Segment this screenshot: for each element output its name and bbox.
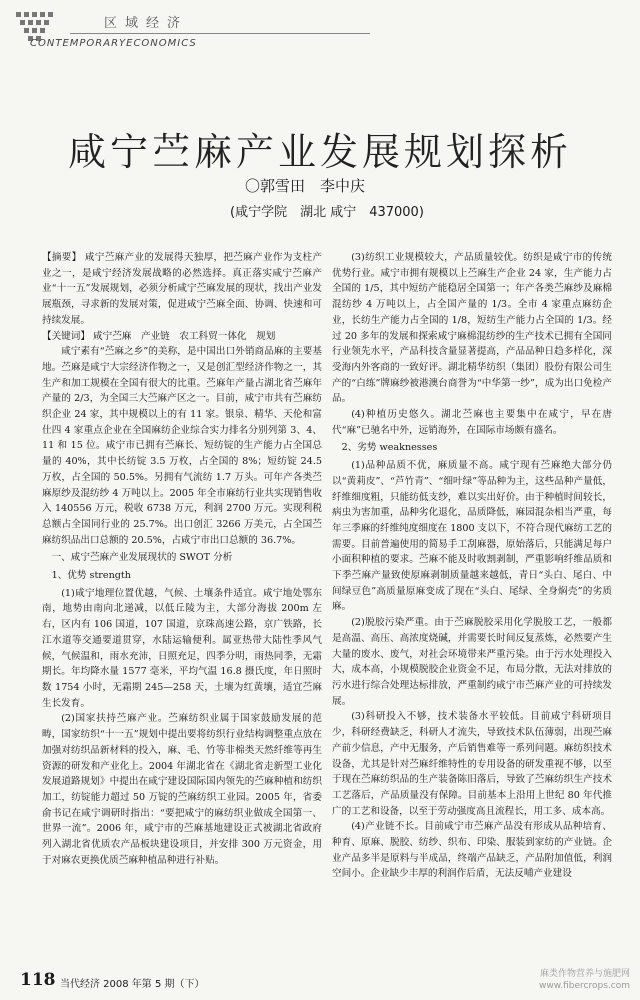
left-column — [42, 250, 322, 970]
watermark-title: 麻类作物营养与施肥网 — [539, 969, 630, 979]
right-column — [332, 250, 612, 970]
page-number: 118 — [20, 970, 56, 990]
paragraph: (3)纺织工业规模较大，产品质量较优。纺织是咸宁市的传统优势行业。咸宁市拥有规模以上苎麻生产企业 24 家，生产能力占全国的 1/5，其中短纺产能稳居全国第一；年产各类苎麻纱及麻棉混纺纱 4 万吨以上，占全国产量的 1/3。全市 4 家重点麻纺企业，长纺生产能力占全国的 1/8，短纺生产能力占全国的 1/3。经过 20 多年的发展和探索咸宁麻棉混纺纱的生产技术已拥有全国同行业领先水平，产品科技含量显著提高，产品品种日趋多样化，深受海内外客商的一致好评。湖北精华纺织（集团）股份有限公司生产的“白练”牌麻纱被港澳台商誉为“中华第一纱”，成为出口免检产品。 — [332, 252, 612, 405]
header-rule — [70, 33, 370, 34]
paragraph: (2)脱胶污染严重。由于苎麻脱胶采用化学脱胶工艺，一般都是高温、高压、高浓度烧碱，并需要长时间反复蒸炼，必然要产生大量的废水、废气，对社会环境带来严重污染。由于污水处理投入大，成本高，小规模脱胶企业资金不足，布局分散，无法对排放的污水进行综合处理达标排放，严重制约咸宁市苎麻产业的可持续发展。 — [332, 617, 612, 707]
abstract: 【摘要】 咸宁苎麻产业的发展得天独厚，把苎麻产业作为支柱产业之一，是咸宁经济发展战略的必然选择。真正落实咸宁苎麻产业“十一五”发展规划，必须分析咸宁苎麻发展的现状，找出产业发展瓶颈，寻求新的发展对策，促进咸宁苎麻全面、协调、快速和可持续发展。 — [42, 252, 322, 326]
keywords: 【关键词】 咸宁苎麻 产业链 农工科贸一体化 规划 — [42, 330, 276, 342]
page-header — [0, 0, 640, 60]
journal-subtitle: CONTEMPORARYECONOMICS — [30, 38, 197, 49]
watermark — [500, 968, 630, 992]
section-heading: 一、咸宁苎麻产业发展现状的 SWOT 分析 — [51, 552, 233, 564]
subsection-heading: 2、劣势 weaknesses — [341, 442, 438, 454]
paragraph: (2)国家扶持苎麻产业。苎麻纺织业属于国家鼓励发展的范畴，国家纺织“十一五”规划中提出要将纺织行业结构调整重点放在加强对纺织品新材料的投入，麻、毛、竹等非棉类天然纤维等再生资源的研发和产业化上。2004 年湖北省在《湖北省走新型工业化发展道路规划》中提出在咸宁建设国际国内领先的苎麻种植和纺织加工，纺锭能力超过 50 万锭的苎麻纺织工业园。2005 年，省委俞书记在咸宁调研时指出：“要把咸宁的麻纺织业做成全国第一、世界一流”。2006 年，咸宁市的苎麻基地建设正式被湖北省政府列入湖北省优质农产品板块建设项目，并安排 300 万元资金，用于对麻农更换优质苎麻种植品种进行补贴。 — [42, 713, 322, 866]
paragraph: (1)品种品质不优，麻质量不高。咸宁现有苎麻绝大部分仍以“黄莉皮”、“芦竹青”、“细叶绿”等品种为主，这些品种产量低，纤维细度粗，只能纺低支纱，难以实出好价。由于种植时间较长，病虫为害加重，品种劣化退化，品质降低，麻园混杂相当严重，每年三季麻的纤维纯度细度在 1800 支以下，不符合现代麻纺工艺的需要。目前普遍使用的简易手工刮麻器，原始落后，只能满足每户小面积种植的要求。苎麻不能及时收割剥制，严重影响纤维品质和下季苎麻产量致使原麻剥制质量越来越低，青日“头白、尾白、中间绿豆色”高质量原麻变成了现在“头白、尾绿、全身焖壳”的劣质麻。 — [332, 460, 612, 613]
journal-issue: 当代经济 2008 年第 5 期（下） — [60, 979, 205, 990]
paragraph: (4)产业链不长。目前咸宁市苎麻产品没有形成从品种培育、种育、原麻、脱胶、纺纱、织布、印染、服装到家纺的产业链。企业产品多半是原料与半成品，终端产品缺乏，产品附加值低，利润空间小。企业缺少丰厚的利润作后盾，无法反哺产业建设 — [332, 821, 612, 880]
section-label: 区域经济 — [104, 16, 189, 31]
paragraph: (4)种植历史悠久。湖北苎麻也主要集中在咸宁，早在唐代“麻”已驰名中外，远销海外，在国际市场颇有盛名。 — [332, 409, 612, 436]
article-title: 咸宁苎麻产业发展规划探析 — [67, 130, 572, 175]
paragraph: (3)科研投入不够，技术装备水平较低。目前咸宁科研项目少，科研经费缺乏，科研人才流失，导致技术队伍薄弱，出现苎麻产前少信息，产中无服务，产后销售难等一系列问题。麻纺织技术设备，尤其是针对苎麻纤维特性的专用设备的研发重视不够，以至于现在苎麻纺织品的生产装备陈旧落后，导致了苎麻纺织生产技术工艺落后，产品质量没有保障。目前基本上沿用上世纪 80 年代推广的工艺和设备，以至于劳动强度高且流程长，用工多、成本高。 — [332, 711, 612, 817]
subsection-heading: 1、优势 strength — [51, 570, 131, 582]
article-authors: 〇郭雪田 李中庆 — [245, 177, 366, 195]
page-footer — [0, 960, 640, 1000]
paragraph: 咸宁素有“苎麻之乡”的美称，是中国出口外销商品麻的主要基地。苎麻是咸宁大宗经济作物之一，又是创汇型经济作物之一，其生产和加工规模在全国有很大的比重。苎麻年产量占湖北省苎麻年产量的 2/3，为全国三大苎麻产区之一。目前，咸宁市共有苎麻纺织企业 24 家，其中规模以上的有 11 家。银泉、精华、天伦和富仕四 4 家重点企业在全国麻纺企业综合实力排名分别列第 3、4、11 和 15 位。咸宁市已拥有苎麻长、短纺锭的生产能力占全国总量的 40%，其中长纺锭 3.5 万枚，占全国的 8%；短纺锭 24.5 万枚，占全国的 50.5%。另拥有气流纺 1.7 万头。可年产各类苎麻原纱及混纺纱 4 万吨以上。2005 年全市麻纺行业共实现销售收入 140556 万元，税收 6738 万元，利润 2700 万元。实现利税总额占全国同行业的 25.7%。出口创汇 3266 万美元，占全国苎麻纺织品出口总额的 20.5%，占咸宁市出口总额的 36.7%。 — [42, 346, 322, 546]
author-affiliation: (咸宁学院 湖北 咸宁 437000) — [230, 205, 424, 220]
watermark-url: www.fibercrops.com — [539, 981, 630, 991]
paragraph: (1)咸宁地理位置优越，气候、土壤条件适宜。咸宁地处鄂东南，地势由南向北递减，以低丘陵为主，大部分海拔 200m 左右，区内有 106 国道，107 国道，京珠高速公路，京广铁路，长江水道等交通要道贯穿，水陆运输便利。属亚热带大陆性季风气候，气候温和，雨水充沛，日照充足，四季分明，雨热同季，无霜期长。年均降水量 1577 毫米，平均气温 16.8 摄氏度，年日照时数 1754 小时，无霜期 245—258 天，土壤为红黄壤，适宜苎麻生长发育。 — [42, 587, 322, 709]
